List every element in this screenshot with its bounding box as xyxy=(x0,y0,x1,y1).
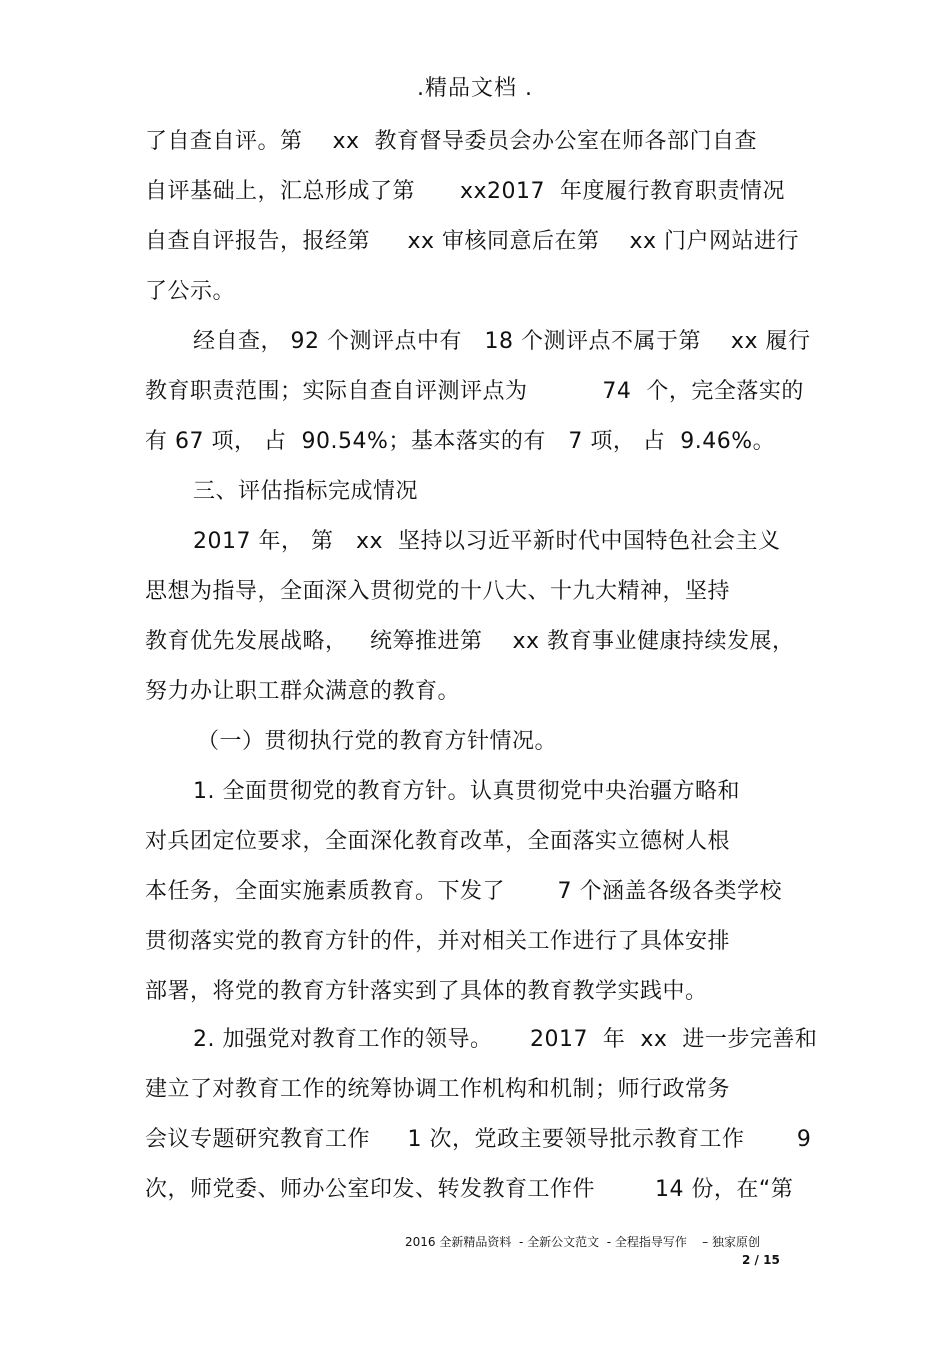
body-line: 次，师党委、师办公室印发、转发教育工作件 14 份，在“第 xyxy=(145,1177,794,1202)
page-header: .精品文档 . xyxy=(417,76,533,101)
body-line: 努力办让职工群众满意的教育。 xyxy=(145,679,461,704)
body-line: 对兵团定位要求，全面深化教育改革，全面落实立德树人根 xyxy=(145,829,731,854)
body-line: 部署，将党的教育方针落实到了具体的教育教学实践中。 xyxy=(145,979,708,1004)
body-line: 了自查自评。第 xx 教育督导委员会办公室在师各部门自查 xyxy=(145,129,757,154)
body-line: 自评基础上，汇总形成了第 xx2017 年度履行教育职责情况 xyxy=(145,179,785,204)
body-line: 建立了对教育工作的统筹协调工作机构和机制；师行政常务 xyxy=(145,1077,731,1102)
subsection-heading: （一）贯彻执行党的教育方针情况。 xyxy=(197,729,558,754)
page-number: 2 / 15 xyxy=(742,1253,780,1267)
page-footer: 2016 全新精品资料 - 全新公文范文 - 全程指导写作 – 独家原创 xyxy=(405,1235,760,1249)
body-line: 会议专题研究教育工作 1 次，党政主要领导批示教育工作 9 xyxy=(145,1127,812,1152)
body-line: 自查自评报告，报经第 xx 审核同意后在第 xx 门户网站进行 xyxy=(145,229,800,254)
body-line: 教育职责范围；实际自查自评测评点为 74 个，完全落实的 xyxy=(145,379,804,404)
body-line: 2. 加强党对教育工作的领导。 2017 年 xx 进一步完善和 xyxy=(193,1027,818,1052)
body-line: 2017 年， 第 xx 坚持以习近平新时代中国特色社会主义 xyxy=(193,529,781,554)
body-line: 本任务，全面实施素质教育。下发了 7 个涵盖各级各类学校 xyxy=(145,879,782,904)
body-line: 经自查， 92 个测评点中有 18 个测评点不属于第 xx 履行 xyxy=(193,329,811,354)
section-heading: 三、评估指标完成情况 xyxy=(193,479,419,504)
body-line: 教育优先发展战略， 统筹推进第 xx 教育事业健康持续发展， xyxy=(145,629,795,654)
body-line: 贯彻落实党的教育方针的件，并对相关工作进行了具体安排 xyxy=(145,929,731,954)
body-line: 了公示。 xyxy=(145,279,236,304)
body-line: 1. 全面贯彻党的教育方针。认真贯彻党中央治疆方略和 xyxy=(193,779,740,804)
body-line: 有 67 项， 占 90.54%；基本落实的有 7 项， 占 9.46%。 xyxy=(145,429,776,454)
body-line: 思想为指导，全面深入贯彻党的十八大、十九大精神，坚持 xyxy=(145,579,731,604)
